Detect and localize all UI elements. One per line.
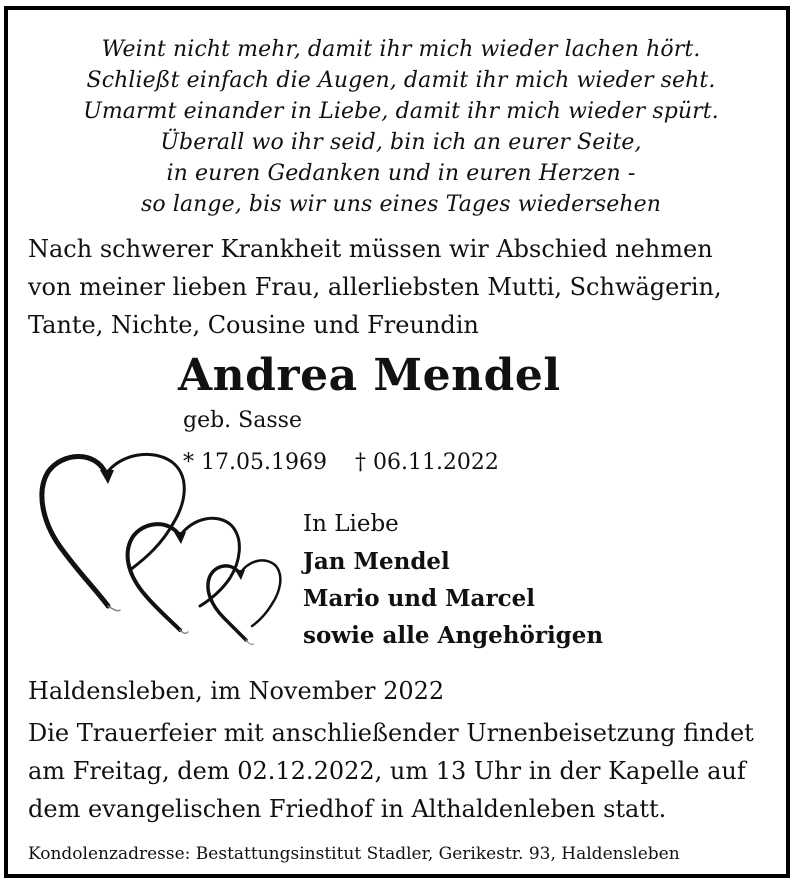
poem-line: Weint nicht mehr, damit ihr mich wieder lachen hört. (101, 37, 701, 62)
large-heart-icon (42, 457, 108, 607)
poem-line: Überall wo ihr seid, bin ich an eurer Seite, (160, 130, 642, 155)
poem (8, 34, 794, 220)
hearts-illustration (34, 440, 294, 650)
intro-text (28, 230, 722, 344)
condolence-address: Kondolenzadresse: Bestattungsinstitut Stadler, Gerikestr. 93, Haldensleben (28, 844, 680, 864)
intro-line: Nach schwerer Krankheit müssen wir Abschied nehmen (28, 235, 713, 263)
intro-line: Tante, Nichte, Cousine und Freundin (28, 311, 479, 339)
mourner-name: Mario und Marcel (303, 585, 535, 612)
funeral-line: Die Trauerfeier mit anschließender Urnenbeisetzung findet (28, 719, 754, 747)
mourner-name: sowie alle Angehörigen (303, 622, 604, 649)
funeral-info (28, 714, 754, 828)
obituary-frame (4, 6, 790, 878)
death-date: † 06.11.2022 (354, 450, 499, 475)
poem-line: in euren Gedanken und in euren Herzen - (166, 161, 636, 186)
poem-line: Schließt einfach die Augen, damit ihr mich wieder seht. (86, 68, 716, 93)
poem-line: Umarmt einander in Liebe, damit ihr mich wieder spürt. (83, 99, 719, 124)
mourners-block (303, 506, 603, 654)
mourners-heading: In Liebe (303, 511, 399, 537)
place-date: Haldensleben, im November 2022 (28, 677, 445, 705)
intro-line: von meiner lieben Frau, allerliebsten Mutti, Schwägerin, (28, 273, 722, 301)
funeral-line: am Freitag, dem 02.12.2022, um 13 Uhr in der Kapelle auf (28, 757, 746, 785)
funeral-line: dem evangelischen Friedhof in Althaldenleben statt. (28, 795, 667, 823)
birth-name: geb. Sasse (183, 408, 302, 433)
poem-line: so lange, bis wir uns eines Tages wiedersehen (140, 192, 661, 217)
mourner-name: Jan Mendel (303, 548, 450, 575)
deceased-name: Andrea Mendel (178, 350, 561, 401)
birth-date: * 17.05.1969 (183, 450, 327, 475)
medium-heart-icon (128, 524, 180, 630)
